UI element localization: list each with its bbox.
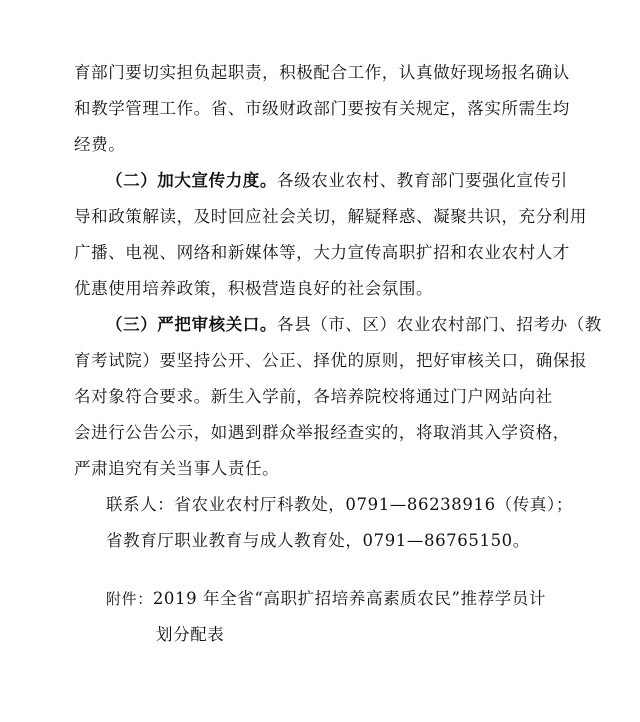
paragraph-3-line-2: 育考试院）要坚持公开、公正、择优的原则，把好审核关口，确保报	[74, 351, 587, 370]
paragraph-3-first-line	[106, 314, 602, 336]
paragraph-3-heading: （三）严把审核关口。	[106, 315, 277, 334]
paragraph-2-first-line	[106, 170, 568, 192]
paragraph-3-line-3: 名对象符合要求。新生入学前，各培养院校将通过门户网站向社	[74, 387, 553, 406]
attachment-label: 附件：	[106, 590, 153, 608]
paragraph-1-line-3: 经费。	[74, 135, 126, 154]
paragraph-2-line-1: 各级农业农村、教育部门要强化宣传引	[277, 171, 568, 190]
paragraph-1-line-2: 和教学管理工作。省、市级财政部门要按有关规定，落实所需生均	[74, 99, 570, 118]
paragraph-3-line-4: 会进行公告公示，如遇到群众举报经查实的，将取消其入学资格，	[74, 423, 570, 442]
paragraph-2-heading: （二）加大宣传力度。	[106, 171, 277, 190]
attachment-title-line-2: 划分配表	[156, 625, 225, 644]
paragraph-1-line-1: 育部门要切实担负起职责，积极配合工作，认真做好现场报名确认	[74, 63, 570, 82]
paragraph-2-line-4: 优惠使用培养政策，积极营造良好的社会氛围。	[74, 279, 434, 298]
attachment-line-1	[106, 588, 546, 610]
paragraph-3-line-1: 各县（市、区）农业农村部门、招考办（教	[277, 315, 602, 334]
contact-line-2: 省教育厅职业教育与成人教育处，0791—86765150。	[106, 531, 530, 550]
contact-line-1: 联系人：省农业农村厅科教处，0791—86238916（传真）；	[106, 495, 573, 514]
paragraph-2-line-2: 导和政策解读，及时回应社会关切，解疑释惑、凝聚共识，充分利用	[74, 207, 587, 226]
paragraph-2-line-3: 广播、电视、网络和新媒体等，大力宣传高职扩招和农业农村人才	[74, 243, 570, 262]
paragraph-3-line-5: 严肃追究有关当事人责任。	[74, 459, 280, 478]
attachment-title-line-1: 2019 年全省“高职扩招培养高素质农民”推荐学员计	[152, 589, 547, 608]
